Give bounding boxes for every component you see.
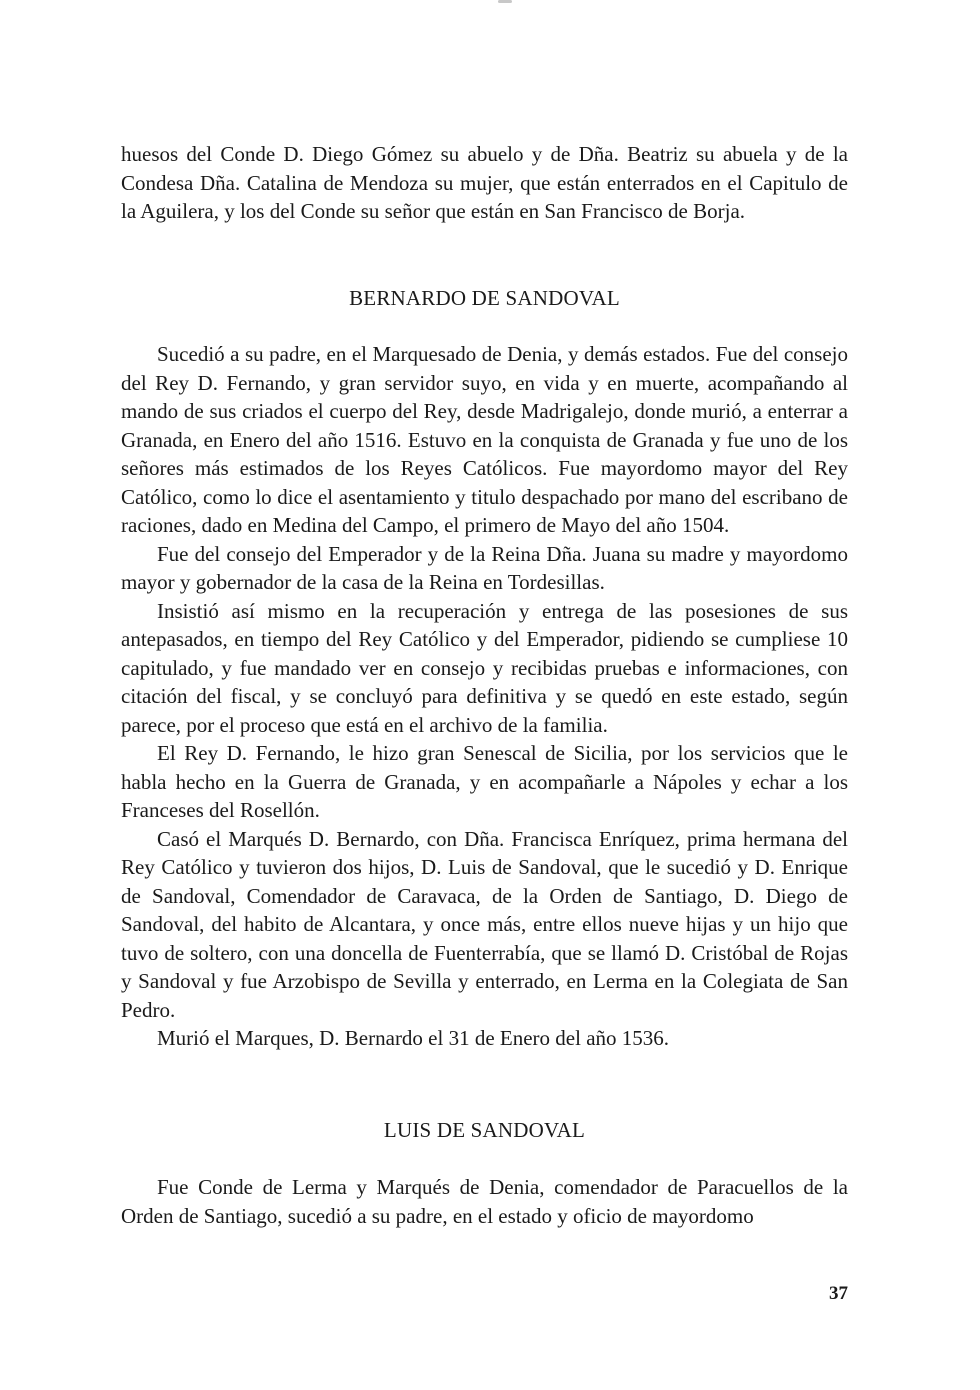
paragraph: Sucedió a su padre, en el Marquesado de Denia, y demás estados. Fue del consejo del Rey D. Fernando, y gran servidor suyo, en vida y en muerte, acompañando al mando de sus criados el cuerpo del Rey, desde Madrigalejo, donde murió, a enterrar a Granada, en Enero del año 1516. Estuvo en la conquista de Granada y fue uno de los señores más estimados de los Reyes Católicos. Fue mayordomo mayor del Rey Católico, como lo dice el asentamiento y titulo despachado por mano del escribano de raciones, dado en Medina del Campo, el primero de Mayo del año 1504. (121, 342, 848, 537)
paragraph: Murió el Marques, D. Bernardo el 31 de Enero del año 1536. (157, 1026, 670, 1050)
paragraph: Insistió así mismo en la recuperación y entrega de las posesiones de sus antepasados, en tiempo del Rey Católico y del Emperador, pidiendo se cumpliese 10 capitulado, y fue mandado ver en consejo y recibidas pruebas e informaciones, con citación del fiscal, y se concluyó para definitiva y se quedó en este estado, según parece, por el proceso que está en el archivo de la familia. (121, 598, 848, 737)
section-heading-bernardo: BERNARDO DE SANDOVAL (349, 286, 620, 310)
section-heading-luis: LUIS DE SANDOVAL (383, 1118, 586, 1142)
paragraph: Fue del consejo del Emperador y de la Reina Dña. Juana su madre y mayordomo mayor y gobernador de la casa de la Reina en Tordesillas. (121, 541, 848, 594)
page-number: 37 (829, 1283, 848, 1304)
opening-paragraph: huesos del Conde D. Diego Gómez su abuelo y de Dña. Beatriz su abuela y de la Condesa Dña. Catalina de Mendoza su mujer, que están enterrados en el Capitulo de la Aguilera, y los del Conde su señor que están en San Francisco de Borja. (121, 142, 848, 223)
opening-paragraph-block (121, 140, 848, 226)
paragraph: El Rey D. Fernando, le hizo gran Senescal de Sicilia, por los servicios que le habla hecho en la Guerra de Granada, y en acompañarle a Nápoles y echar a los Franceses del Rosellón. (121, 741, 848, 822)
section-body-luis (121, 1173, 848, 1230)
scan-mark (498, 0, 512, 3)
section-body-bernardo (121, 340, 848, 1053)
paragraph: Fue Conde de Lerma y Marqués de Denia, comendador de Paracuellos de la Orden de Santiago, sucedió a su padre, en el estado y oficio de mayordomo (121, 1175, 848, 1228)
paragraph: Casó el Marqués D. Bernardo, con Dña. Francisca Enríquez, prima hermana del Rey Católico y tuvieron dos hijos, D. Luis de Sandoval, que le sucedió y D. Enrique de Sandoval, Comendador de Caravaca, de la Orden de Santiago, D. Diego de Sandoval, del habito de Alcantara, y once más, entre ellos nueve hijas y un hijo que tuvo de soltero, con una doncella de Fuenterrabía, que se llamó D. Cristóbal de Rojas y Sandoval y fue Arzobispo de Sevilla y enterrado, en Lerma en la Colegiata de San Pedro. (121, 826, 848, 1022)
